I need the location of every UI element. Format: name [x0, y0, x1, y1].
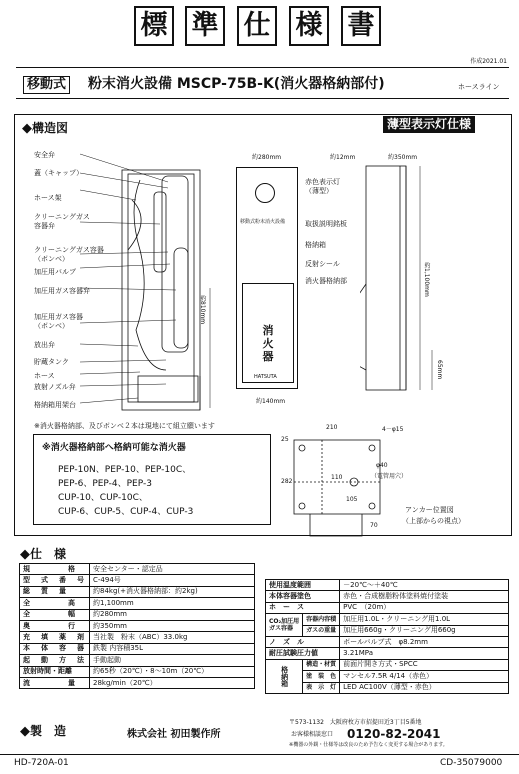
- dim-conduit-hole: （電管用穴）: [371, 473, 408, 480]
- table-row: [20, 598, 255, 609]
- spec-value: 当社製 粉末（ABC）33.0kg: [90, 632, 255, 643]
- footer-rule: [0, 754, 519, 755]
- postal-address: 〒573-1132 大阪府枚方市招提田近3丁目5番地: [289, 719, 422, 726]
- spec-key: 放射時間・距離: [20, 666, 90, 677]
- table-row: [266, 580, 509, 591]
- table-row: [266, 625, 509, 636]
- table-row: [20, 575, 255, 586]
- spec-value: 約84kg(+消火器格納部：約2kg): [90, 586, 255, 597]
- spec-key: 流 量: [20, 677, 90, 688]
- model-line-1: PEP-10N、PEP-10、PEP-10C、: [58, 465, 192, 475]
- table-row: [266, 659, 509, 670]
- spec-heading-text: 仕 様: [30, 547, 67, 561]
- table-row: [20, 564, 255, 575]
- thin-lamp-badge: 薄型表示灯仕様: [383, 116, 475, 133]
- label-hose: ホース: [34, 372, 55, 380]
- label-pressure-cylinder: 加圧用ガス容器: [34, 313, 83, 321]
- dim-phi40: φ40: [376, 462, 388, 469]
- spec-key: 型 式 番 号: [20, 575, 90, 586]
- type-badge: 移動式: [23, 76, 70, 94]
- table-row: [266, 636, 509, 647]
- anchor-title: アンカー位置図: [405, 506, 454, 514]
- spec-key: 塗 装 色: [303, 671, 340, 682]
- dim-w280: 約280mm: [252, 154, 282, 161]
- spec-key: ガスの重量: [303, 625, 340, 636]
- spec-value: LED AC100V（薄型・赤色）: [340, 682, 509, 693]
- label-cleaning-cylinder: クリーニングガス容器: [34, 246, 104, 254]
- dim-w12: 約12mm: [330, 154, 356, 161]
- header-rule-bottom: [16, 98, 509, 99]
- diamond-icon: ◆: [20, 724, 30, 739]
- spec-key: 総 質 量: [20, 586, 90, 597]
- table-row: [20, 655, 255, 666]
- spec-key: 耐圧試験圧力値: [266, 648, 340, 659]
- spec-value: 3.21MPa: [340, 648, 509, 659]
- title-char-2: 準: [185, 6, 225, 46]
- spec-key: ホ ー ス: [266, 602, 340, 613]
- spec-value: 鉄製 内容積35L: [90, 643, 255, 654]
- lamp-circle: [255, 183, 275, 203]
- models-heading: ※消火器格納部へ格納可能な消火器: [42, 443, 186, 453]
- label-instruction-plate: 取扱説明銘板: [305, 220, 347, 228]
- maker-heading: [20, 722, 66, 739]
- spec-value: 約1,100mm: [90, 598, 255, 609]
- label-thin: （薄型）: [305, 187, 333, 195]
- co2-cylinder-cell: [266, 614, 303, 637]
- spec-value: 加圧用660g・クリーニング用660g: [340, 625, 509, 636]
- spec-key: 全 高: [20, 598, 90, 609]
- dim-h1100: 約1,100mm: [423, 262, 430, 297]
- co2-label-1: CO₂加圧用: [269, 618, 300, 626]
- dim-w140: 約140mm: [256, 398, 286, 405]
- spec-value: 加圧用1.0L・クリーニング用1.0L: [340, 614, 509, 625]
- structure-heading-text: 構造図: [32, 121, 69, 135]
- label-cleaning-gas: クリーニングガス: [34, 213, 90, 221]
- label-box-stand: 格納箱用架台: [34, 401, 76, 409]
- front-plate: 移動式粉末消火設備: [240, 219, 286, 225]
- table-row: [20, 643, 255, 654]
- label-storage-tank: 貯蔵タンク: [34, 358, 69, 366]
- dim-w350: 約350mm: [388, 154, 418, 161]
- table-row: [20, 620, 255, 631]
- table-row: [20, 632, 255, 643]
- spec-key: 容器内容積: [303, 614, 340, 625]
- spec-value: 約350mm: [90, 620, 255, 631]
- spec-key: 本 体 容 器: [20, 643, 90, 654]
- anchor-subtitle: （上部からの視点）: [402, 517, 465, 525]
- footer-left-code: HD-720A-01: [14, 758, 69, 768]
- storage-box-cell: 格納箱: [266, 659, 303, 693]
- label-red-lamp: 赤色表示灯: [305, 178, 340, 186]
- footer-right-code: CD-35079000: [440, 758, 503, 768]
- product-title: 粉末消火設備 MSCP-75B-K(消火器格納部付): [88, 76, 385, 92]
- label-safety-valve: 安全弁: [34, 151, 55, 159]
- spec-table-left: [19, 563, 255, 689]
- spec-key: 規 格: [20, 564, 90, 575]
- co2-label-2: ガス容器: [269, 625, 294, 633]
- spec-value: 赤色・合成樹脂粉体塗料焼付塗装: [340, 591, 509, 602]
- maker-heading-text: 製 造: [30, 724, 67, 738]
- change-note: ※機器の外観・仕様等は改良のため予告なく変更する場合があります。: [289, 742, 448, 748]
- title-char-5: 書: [341, 6, 381, 46]
- table-row: [20, 586, 255, 597]
- title-char-3: 仕: [237, 6, 277, 46]
- model-line-4: CUP-6、CUP-5、CUP-4、CUP-3: [58, 507, 194, 517]
- company-name: 株式会社 初田製作所: [127, 729, 221, 740]
- table-row: [20, 677, 255, 688]
- table-row: [266, 602, 509, 613]
- dim-282: 282: [281, 478, 293, 485]
- table-row: [266, 648, 509, 659]
- spec-heading: [20, 545, 66, 562]
- field-assembly-note: ※消火器格納部、及びボンベ２本は現地にて組立願います: [34, 422, 215, 430]
- spec-key: 起 動 方 法: [20, 655, 90, 666]
- dim-h65: 65mm: [436, 360, 443, 380]
- dim-25: 25: [281, 436, 289, 443]
- spec-key: 本体容器塗色: [266, 591, 340, 602]
- spec-value: 手動起動: [90, 655, 255, 666]
- table-row: [266, 682, 509, 693]
- label-pressure-valve: 加圧用バルブ: [34, 268, 76, 276]
- phone-number: 0120-82-2041: [347, 727, 441, 741]
- label-hose-rack: ホース架: [34, 194, 62, 202]
- spec-key: ノ ズ ル: [266, 636, 340, 647]
- title-char-4: 様: [289, 6, 329, 46]
- spec-value: 安全センター・認定品: [90, 564, 255, 575]
- spec-key: 構造・材質: [303, 659, 340, 670]
- dim-210: 210: [326, 424, 338, 431]
- label-cylinder-2: （ボンベ）: [34, 322, 69, 330]
- table-row: [20, 609, 255, 620]
- phone-label: お客様相談窓口: [291, 731, 334, 738]
- spec-value: 約65秒（20℃）・8～10m（20℃）: [90, 666, 255, 677]
- created-date: 作成2021.01: [470, 58, 507, 65]
- header-rule-top: [16, 67, 509, 68]
- spec-key: 充 填 薬 剤: [20, 632, 90, 643]
- table-row: [266, 671, 509, 682]
- label-cap: 蓋（キャップ）: [34, 169, 84, 177]
- table-row: [266, 614, 509, 625]
- spec-value: 約280mm: [90, 609, 255, 620]
- ext-label: 消火器: [262, 324, 274, 363]
- model-line-3: CUP-10、CUP-10C、: [58, 493, 148, 503]
- spec-key: 使用温度範囲: [266, 580, 340, 591]
- spec-key: 全 幅: [20, 609, 90, 620]
- spec-key: 表 示 灯: [303, 682, 340, 693]
- label-nozzle-valve: 放射ノズル弁: [34, 383, 76, 391]
- spec-table-right: [265, 579, 509, 694]
- label-ext-compartment: 消火器格納部: [305, 277, 347, 285]
- label-storage-box: 格納箱: [305, 241, 326, 249]
- dim-105: 105: [346, 496, 358, 503]
- table-row: [20, 666, 255, 677]
- spec-value: 前面片開き方式・SPCC: [340, 659, 509, 670]
- label-cylinder-1: （ボンベ）: [34, 255, 69, 263]
- dim-4phi15: 4－φ15: [382, 426, 404, 433]
- spec-value: －20℃～＋40℃: [340, 580, 509, 591]
- spec-value: C-494号: [90, 575, 255, 586]
- label-reflect-seal: 反射シール: [305, 260, 340, 268]
- structure-heading: [22, 119, 68, 136]
- diamond-icon: ◆: [22, 121, 32, 136]
- label-container-valve: 容器弁: [34, 222, 55, 230]
- spec-value: PVC （20m）: [340, 602, 509, 613]
- diamond-icon: ◆: [20, 547, 30, 562]
- hose-line-label: ホースライン: [458, 83, 500, 91]
- spec-value: マンセル7.5R 4/14（赤色）: [340, 671, 509, 682]
- spec-key: 奥 行: [20, 620, 90, 631]
- label-discharge-valve: 放出弁: [34, 341, 55, 349]
- spec-value: ボールバルブ式 φ8.2mm: [340, 636, 509, 647]
- title-char-1: 標: [134, 6, 174, 46]
- dim-70: 70: [370, 522, 378, 529]
- dim-h810: 約810mm: [199, 295, 206, 325]
- anchor-drawing: [278, 420, 398, 550]
- dim-110: 110: [331, 474, 343, 481]
- brand-label: HATSUTA: [254, 374, 277, 380]
- model-line-2: PEP-6、PEP-4、PEP-3: [58, 479, 152, 489]
- table-row: [266, 591, 509, 602]
- spec-value: 28kg/min（20℃）: [90, 677, 255, 688]
- label-pressure-gas-valve: 加圧用ガス容器弁: [34, 287, 90, 295]
